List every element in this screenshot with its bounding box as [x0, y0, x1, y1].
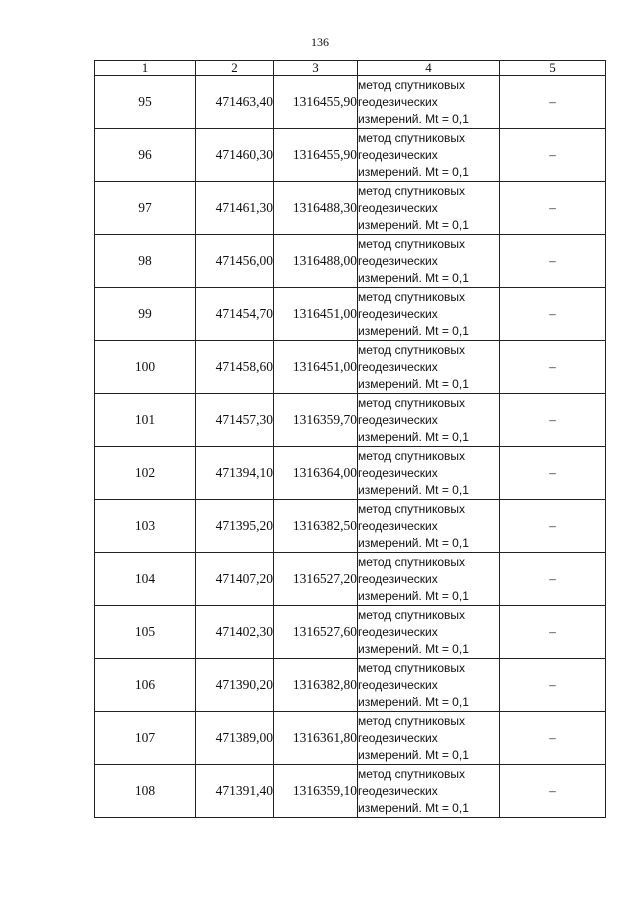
coordinate-y: 1316364,00: [274, 447, 358, 500]
column-5-value: –: [500, 182, 606, 235]
column-5-value: –: [500, 288, 606, 341]
method-description: [358, 553, 500, 606]
column-header-1: 1: [95, 61, 196, 76]
point-number: 101: [95, 394, 196, 447]
table-row: [95, 606, 606, 659]
coordinate-x: 471461,30: [196, 182, 274, 235]
method-line-3: измерений. Mt = 0,1: [358, 164, 469, 179]
coordinate-y: 1316359,70: [274, 394, 358, 447]
coordinate-x: 471395,20: [196, 500, 274, 553]
method-line-1: метод спутниковых: [358, 713, 466, 728]
method-description: [358, 394, 500, 447]
method-line-2: геодезических: [358, 730, 438, 745]
method-line-2: геодезических: [358, 412, 438, 427]
coordinate-x: 471391,40: [196, 765, 274, 818]
method-description: [358, 712, 500, 765]
method-line-2: геодезических: [358, 94, 438, 109]
method-line-3: измерений. Mt = 0,1: [358, 376, 469, 391]
method-line-3: измерений. Mt = 0,1: [358, 323, 469, 338]
table-row: [95, 765, 606, 818]
method-line-2: геодезических: [358, 571, 438, 586]
method-description: [358, 288, 500, 341]
method-line-3: измерений. Mt = 0,1: [358, 588, 469, 603]
table-row: [95, 341, 606, 394]
method-line-2: геодезических: [358, 253, 438, 268]
method-line-1: метод спутниковых: [358, 77, 466, 92]
method-line-3: измерений. Mt = 0,1: [358, 694, 469, 709]
point-number: 98: [95, 235, 196, 288]
coordinate-x: 471402,30: [196, 606, 274, 659]
method-line-1: метод спутниковых: [358, 289, 466, 304]
coordinate-y: 1316451,00: [274, 341, 358, 394]
method-description: [358, 659, 500, 712]
method-line-2: геодезических: [358, 465, 438, 480]
method-description: [358, 447, 500, 500]
coordinate-y: 1316527,20: [274, 553, 358, 606]
method-line-1: метод спутниковых: [358, 448, 466, 463]
method-description: [358, 500, 500, 553]
method-line-1: метод спутниковых: [358, 183, 466, 198]
table-row: [95, 447, 606, 500]
table-header-row: [95, 61, 606, 76]
table-row: [95, 288, 606, 341]
method-line-2: геодезических: [358, 200, 438, 215]
coordinate-x: 471389,00: [196, 712, 274, 765]
method-line-1: метод спутниковых: [358, 766, 466, 781]
table-row: [95, 394, 606, 447]
coordinate-x: 471463,40: [196, 76, 274, 129]
point-number: 108: [95, 765, 196, 818]
method-line-3: измерений. Mt = 0,1: [358, 270, 469, 285]
method-line-2: геодезических: [358, 147, 438, 162]
method-description: [358, 182, 500, 235]
point-number: 97: [95, 182, 196, 235]
method-description: [358, 765, 500, 818]
method-description: [358, 129, 500, 182]
column-header-4: 4: [358, 61, 500, 76]
coordinate-x: 471394,10: [196, 447, 274, 500]
method-line-3: измерений. Mt = 0,1: [358, 800, 469, 815]
method-description: [358, 606, 500, 659]
point-number: 106: [95, 659, 196, 712]
method-line-3: измерений. Mt = 0,1: [358, 747, 469, 762]
coordinate-y: 1316488,30: [274, 182, 358, 235]
column-5-value: –: [500, 235, 606, 288]
method-line-1: метод спутниковых: [358, 501, 466, 516]
point-number: 102: [95, 447, 196, 500]
method-line-3: измерений. Mt = 0,1: [358, 111, 469, 126]
method-line-2: геодезических: [358, 677, 438, 692]
method-line-3: измерений. Mt = 0,1: [358, 535, 469, 550]
method-line-1: метод спутниковых: [358, 236, 466, 251]
coordinate-y: 1316455,90: [274, 129, 358, 182]
column-5-value: –: [500, 553, 606, 606]
coordinate-x: 471454,70: [196, 288, 274, 341]
column-5-value: –: [500, 341, 606, 394]
coordinate-y: 1316382,80: [274, 659, 358, 712]
coordinate-y: 1316527,60: [274, 606, 358, 659]
method-line-3: измерений. Mt = 0,1: [358, 482, 469, 497]
method-line-3: измерений. Mt = 0,1: [358, 429, 469, 444]
table-row: [95, 659, 606, 712]
method-line-2: геодезических: [358, 306, 438, 321]
method-line-1: метод спутниковых: [358, 395, 466, 410]
coordinate-y: 1316382,50: [274, 500, 358, 553]
coordinate-y: 1316455,90: [274, 76, 358, 129]
point-number: 96: [95, 129, 196, 182]
column-5-value: –: [500, 394, 606, 447]
table-row: [95, 182, 606, 235]
column-header-3: 3: [274, 61, 358, 76]
point-number: 100: [95, 341, 196, 394]
coordinate-y: 1316451,00: [274, 288, 358, 341]
coordinate-x: 471460,30: [196, 129, 274, 182]
method-line-1: метод спутниковых: [358, 130, 466, 145]
method-description: [358, 76, 500, 129]
point-number: 104: [95, 553, 196, 606]
method-line-1: метод спутниковых: [358, 660, 466, 675]
page-number: 136: [311, 35, 329, 49]
coordinate-y: 1316359,10: [274, 765, 358, 818]
table-row: [95, 235, 606, 288]
point-number: 99: [95, 288, 196, 341]
method-description: [358, 341, 500, 394]
table-row: [95, 553, 606, 606]
method-description: [358, 235, 500, 288]
method-line-3: измерений. Mt = 0,1: [358, 217, 469, 232]
column-5-value: –: [500, 659, 606, 712]
column-5-value: –: [500, 712, 606, 765]
column-5-value: –: [500, 447, 606, 500]
method-line-2: геодезических: [358, 359, 438, 374]
coordinate-x: 471390,20: [196, 659, 274, 712]
coordinate-x: 471456,00: [196, 235, 274, 288]
column-5-value: –: [500, 606, 606, 659]
method-line-2: геодезических: [358, 624, 438, 639]
table-body: [95, 76, 606, 818]
method-line-1: метод спутниковых: [358, 554, 466, 569]
method-line-3: измерений. Mt = 0,1: [358, 641, 469, 656]
column-5-value: –: [500, 500, 606, 553]
column-5-value: –: [500, 765, 606, 818]
method-line-2: геодезических: [358, 783, 438, 798]
method-line-1: метод спутниковых: [358, 342, 466, 357]
method-line-2: геодезических: [358, 518, 438, 533]
coordinate-x: 471407,20: [196, 553, 274, 606]
coordinate-x: 471458,60: [196, 341, 274, 394]
column-5-value: –: [500, 129, 606, 182]
coordinate-x: 471457,30: [196, 394, 274, 447]
method-line-1: метод спутниковых: [358, 607, 466, 622]
coordinate-y: 1316361,80: [274, 712, 358, 765]
table-row: [95, 712, 606, 765]
point-number: 105: [95, 606, 196, 659]
column-header-5: 5: [500, 61, 606, 76]
column-header-2: 2: [196, 61, 274, 76]
coordinate-y: 1316488,00: [274, 235, 358, 288]
table-row: [95, 129, 606, 182]
table-row: [95, 76, 606, 129]
coordinates-table: [94, 60, 606, 818]
point-number: 107: [95, 712, 196, 765]
column-5-value: –: [500, 76, 606, 129]
table-row: [95, 500, 606, 553]
point-number: 95: [95, 76, 196, 129]
point-number: 103: [95, 500, 196, 553]
